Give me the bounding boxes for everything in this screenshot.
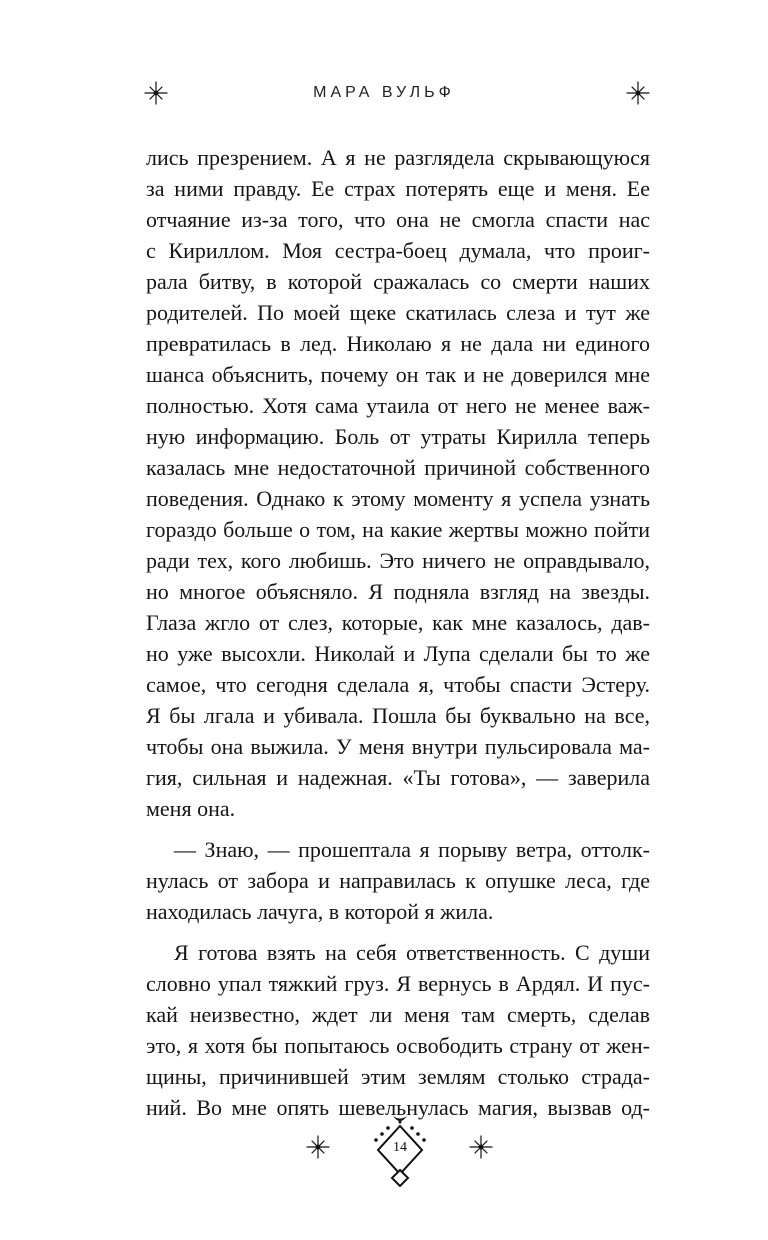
text-line: щины, причинившей этим землям столько страда- xyxy=(146,1064,650,1089)
author-name: МАРА ВУЛЬФ xyxy=(313,84,455,101)
running-header xyxy=(0,80,768,110)
text-line: родителей. По моей щеке скатилась слеза и тут же xyxy=(146,300,650,325)
text-line: Я готова взять на себя ответственность. С души xyxy=(174,940,650,965)
star-icon xyxy=(625,80,651,106)
text-line: поведения. Однако к этому моменту я успела узнать xyxy=(146,486,650,511)
text-line: но уже высохли. Николай и Лупа сделали бы то же xyxy=(146,641,650,666)
paragraph-gap xyxy=(146,927,650,937)
text-line: лись презрением. А я не разглядела скрывающуюся xyxy=(146,145,650,170)
text-line: отчаяние из-за того, что она не смогла спасти нас xyxy=(146,207,650,232)
star-icon xyxy=(305,1134,331,1160)
text-line: ний. Во мне опять шевельнулась магия, вызвав од- xyxy=(146,1095,650,1120)
page-body xyxy=(146,142,650,1123)
text-line: гия, сильная и надежная. «Ты готова», — заверила xyxy=(146,765,650,790)
text-line: находилась лачуга, в которой я жила. xyxy=(146,899,494,924)
text-line: полностью. Хотя сама утаила от него не менее важ- xyxy=(146,393,650,418)
text-line: ную информацию. Боль от утраты Кирилла теперь xyxy=(146,424,650,449)
paragraph xyxy=(146,142,650,824)
text-line: самое, что сегодня сделала я, чтобы спасти Эстеру. xyxy=(146,672,650,697)
text-line: гораздо больше о том, на какие жертвы можно пойти xyxy=(146,517,650,542)
text-line: кай неизвестно, ждет ли меня там смерть, сделав xyxy=(146,1002,650,1027)
text-line: с Кириллом. Моя сестра-боец думала, что проиг- xyxy=(146,238,650,263)
text-line: казалась мне недостаточной причиной собственного xyxy=(146,455,650,480)
text-line: словно упал тяжкий груз. Я вернусь в Ардял. И пус- xyxy=(146,971,650,996)
text-line: Глаза жгло от слез, которые, как мне казалось, дав- xyxy=(146,610,650,635)
text-line: шанса объяснить, почему он так и не доверился мне xyxy=(146,362,650,387)
paragraph xyxy=(146,937,650,1123)
star-icon xyxy=(468,1134,494,1160)
text-line: — Знаю, — прошептала я порыву ветра, оттолк- xyxy=(174,837,650,862)
text-line: Я бы лгала и убивала. Пошла бы буквально на все, xyxy=(146,703,650,728)
text-line: но многое объясняло. Я подняла взгляд на звезды. xyxy=(146,579,650,604)
text-line: рала битву, в которой сражалась со смерти наших xyxy=(146,269,650,294)
text-line: это, я хотя бы попытаюсь освободить страну от жен- xyxy=(146,1033,650,1058)
text-line: чтобы она выжила. У меня внутри пульсировала ма- xyxy=(146,734,650,759)
text-line: за ними правду. Ее страх потерять еще и меня. Ее xyxy=(146,176,650,201)
page-number: 14 xyxy=(393,1140,407,1155)
text-line: превратилась в лед. Николаю я не дала ни единого xyxy=(146,331,650,356)
text-line: нулась от забора и направилась к опушке леса, где xyxy=(146,868,650,893)
page-footer xyxy=(0,1110,768,1190)
paragraph xyxy=(146,834,650,927)
text-line: меня она. xyxy=(146,796,236,821)
text-line: ради тех, кого любишь. Это ничего не оправдывало, xyxy=(146,548,650,573)
paragraph-gap xyxy=(146,824,650,834)
